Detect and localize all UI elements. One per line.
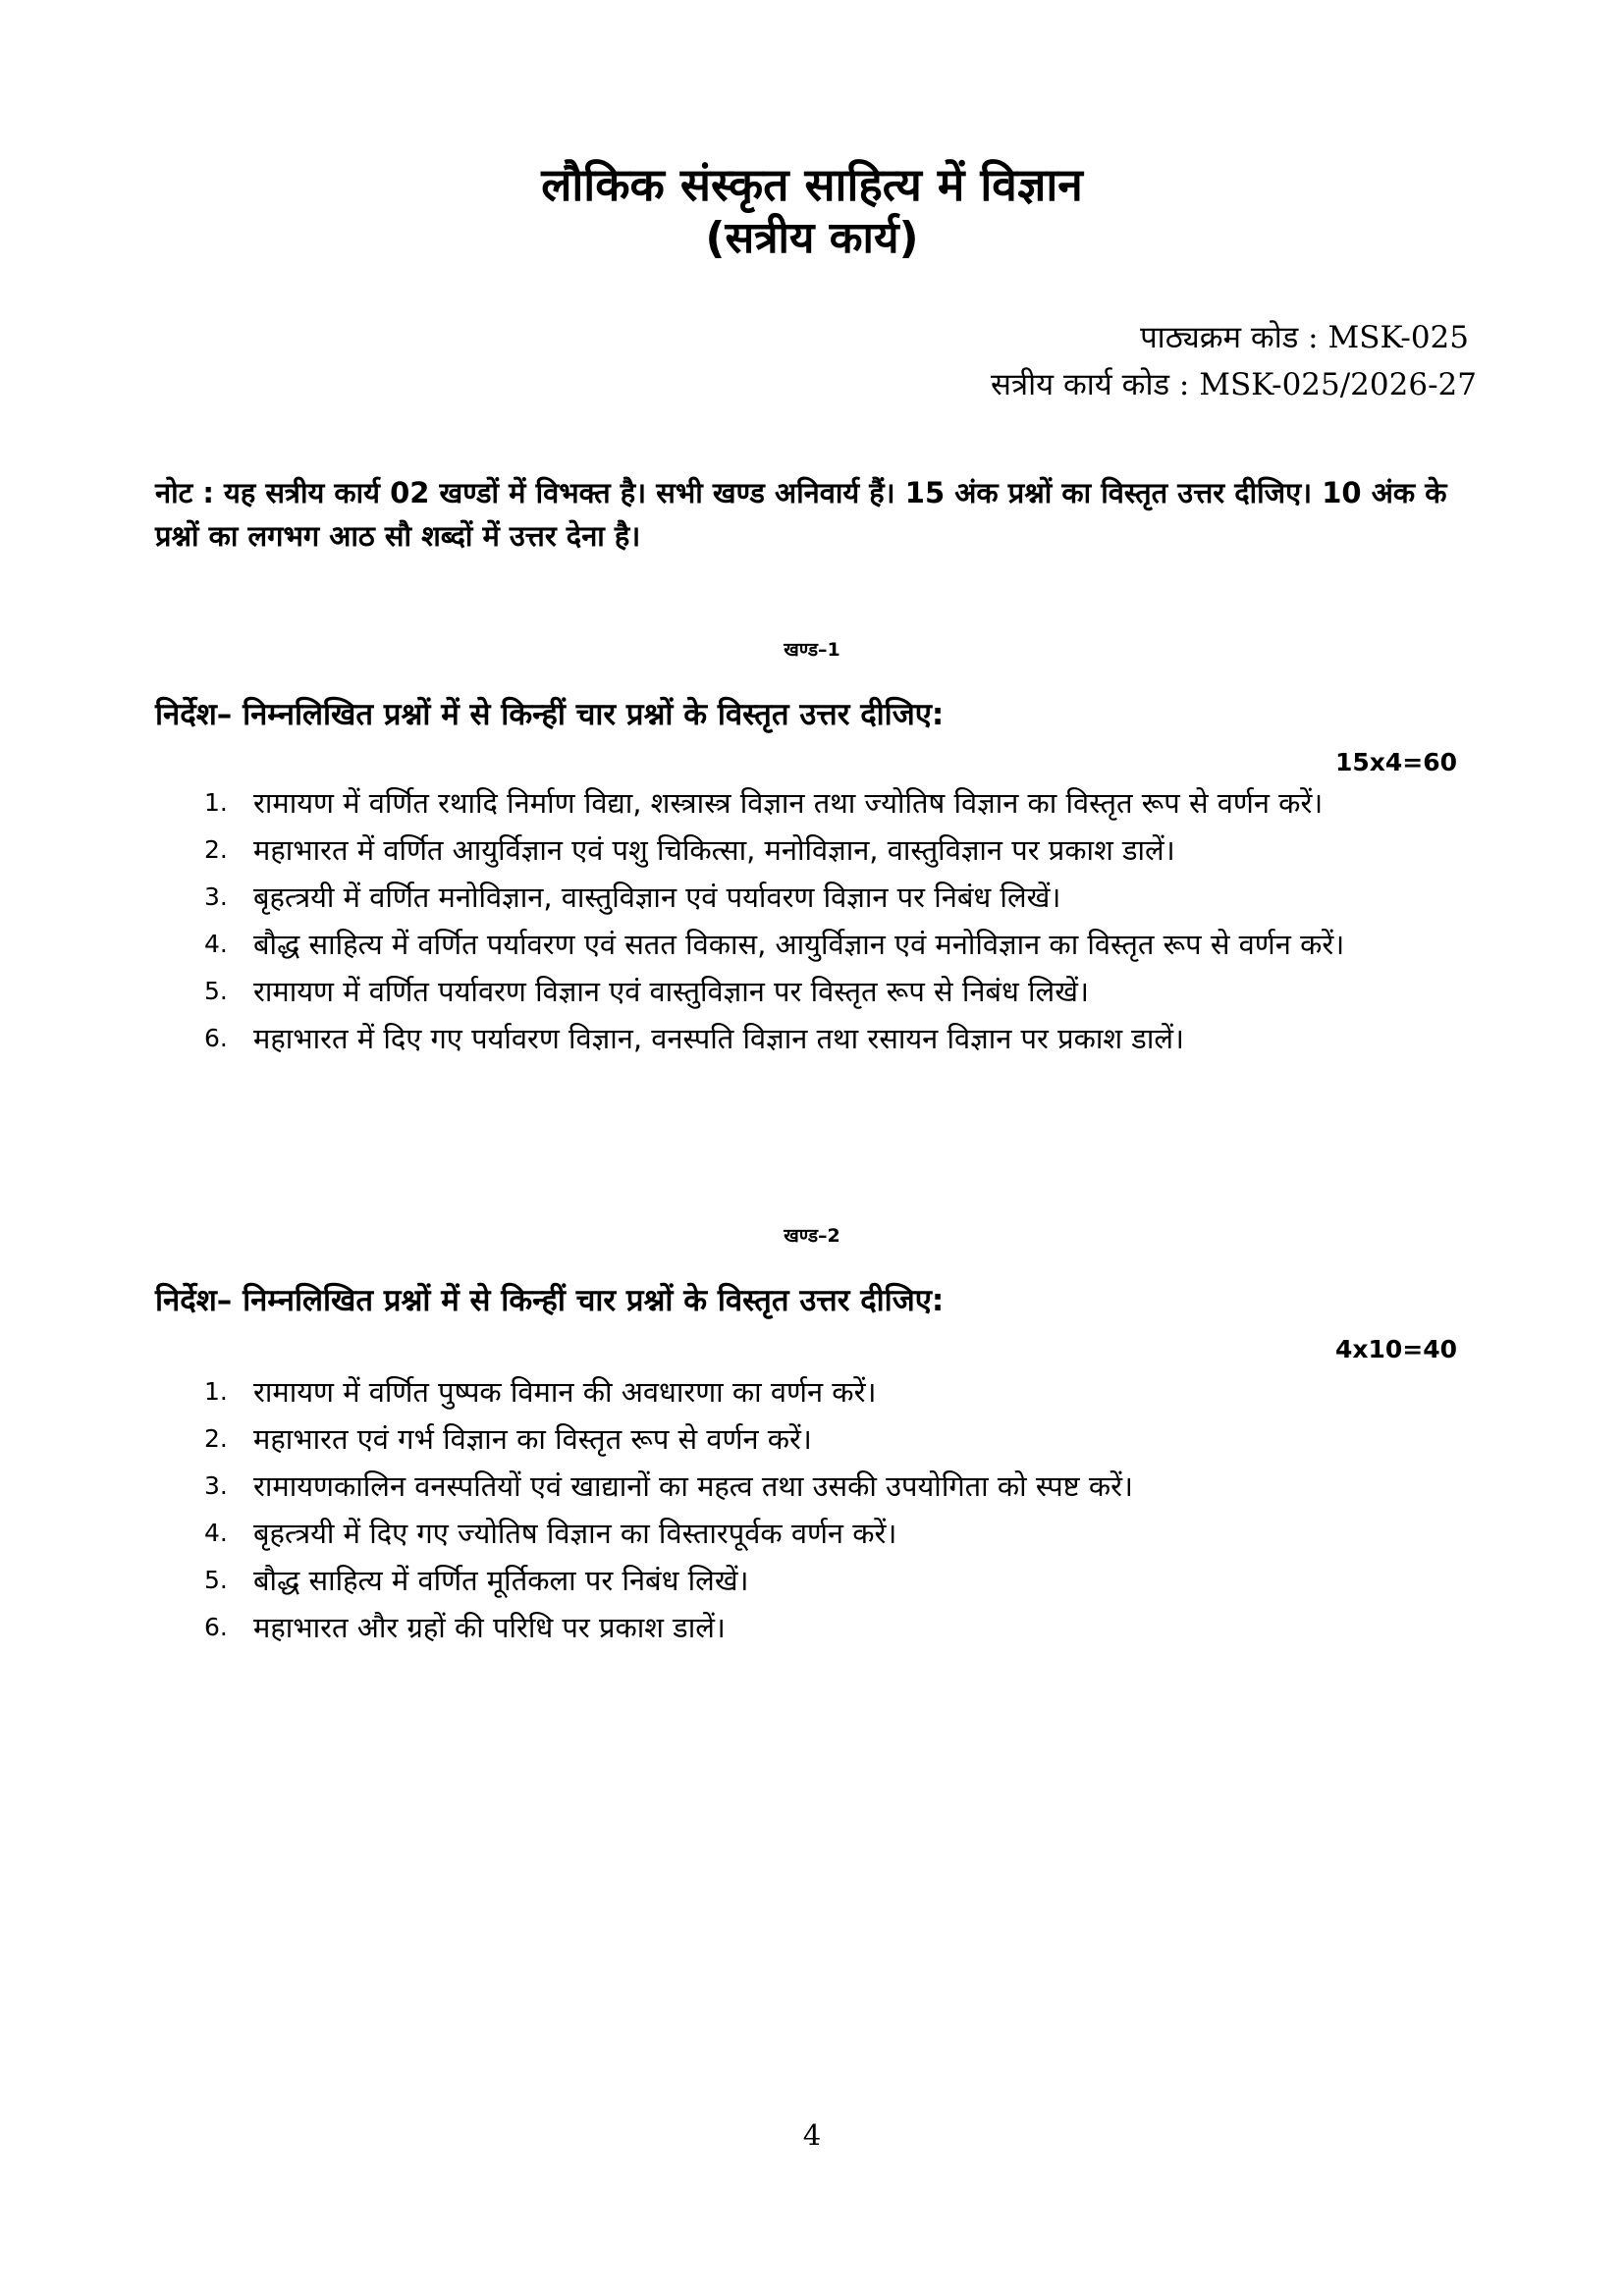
list-item [204,922,1490,967]
question-text: बौद्ध साहित्य में वर्णित पर्यावरण एवं सतत विकास, आयुर्विज्ञान एवं मनोविज्ञान का विस्तृत रूप से वर्णन करें। [253,928,1345,961]
question-text: रामायण में वर्णित पुष्पक विमान की अवधारणा का वर्णन करें। [253,1375,877,1409]
section-2-directive: निर्देश– निम्नलिखित प्रश्नों में से किन्हीं चार प्रश्नों के विस्तृत उत्तर दीजिए: [155,1283,945,1318]
question-number: 1. [204,1377,228,1406]
section-1-marks: 15x4=60 [1334,748,1457,776]
question-number: 2. [204,835,228,864]
section-2-question-list [204,1369,1490,1652]
list-item [204,1464,1490,1509]
section-2-heading: खण्ड–2 [784,1225,840,1247]
assignment-code: सत्रीय कार्य कोड : MSK-025/2026-27 [991,367,1477,402]
question-text: बौद्ध साहित्य में वर्णित मूर्तिकला पर निबंध लिखें। [253,1564,749,1597]
question-number: 5. [204,1566,228,1594]
list-item [204,828,1490,873]
list-item [204,1605,1490,1650]
question-text: रामायण में वर्णित पर्यावरण विज्ञान एवं वास्तुविज्ञान पर विस्तृत रूप से निबंध लिखें। [253,975,1089,1008]
question-number: 5. [204,977,228,1005]
list-item [204,780,1490,826]
question-number: 3. [204,882,228,911]
section-1-directive: निर्देश– निम्नलिखित प्रश्नों में से किन्हीं चार प्रश्नों के विस्तृत उत्तर दीजिए: [155,697,945,732]
question-number: 3. [204,1471,228,1500]
page-number: 4 [802,2118,822,2152]
list-item [204,969,1490,1014]
question-number: 1. [204,788,228,817]
question-text: महाभारत में दिए गए पर्यावरण विज्ञान, वनस्पति विज्ञान तथा रसायन विज्ञान पर प्रकाश डालें। [253,1022,1184,1055]
list-item [204,1558,1490,1603]
question-text: रामायण में वर्णित रथादि निर्माण विद्या, शस्त्रास्त्र विज्ञान तथा ज्योतिष विज्ञान का विस्तृत रूप से वर्णन करें। [253,786,1324,820]
question-text: महाभारत एवं गर्भ विज्ञान का विस्तृत रूप से वर्णन करें। [253,1422,812,1456]
question-text: महाभारत में वर्णित आयुर्विज्ञान एवं पशु चिकित्सा, मनोविज्ञान, वास्तुविज्ञान पर प्रकाश डालें। [253,833,1175,867]
list-item [204,1369,1490,1415]
list-item [204,1511,1490,1556]
code-block [991,314,1477,408]
list-item [204,1016,1490,1061]
question-text: रामायणकालिन वनस्पतियों एवं खाद्यानों का महत्व तथा उसकी उपयोगिता को स्पष्ट करें। [253,1469,1133,1503]
question-text: महाभारत और ग्रहों की परिधि पर प्रकाश डालें। [253,1611,726,1644]
list-item [204,875,1490,920]
question-text: बृहत्त्रयी में वर्णित मनोविज्ञान, वास्तुविज्ञान एवं पर्यावरण विज्ञान पर निबंध लिखें। [253,881,1061,914]
note-paragraph: नोट : यह सत्रीय कार्य 02 खण्डों में विभक्त है। सभी खण्ड अनिवार्य हैं। 15 अंक प्रश्नों का विस्तृत उत्तर दीजिए। 10 अंक के प्रश्नों का लगभग आठ सौ शब्दों में उत्तर देना है। [155,476,1447,553]
section-1-question-list [204,780,1490,1063]
question-text: बृहत्त्रयी में दिए गए ज्योतिष विज्ञान का विस्तारपूर्वक वर्णन करें। [253,1517,897,1550]
section-2-marks: 4x10=40 [1334,1335,1457,1363]
question-number: 2. [204,1424,228,1453]
question-number: 4. [204,930,228,958]
question-number: 6. [204,1613,228,1641]
list-item [204,1416,1490,1462]
document-subtitle: (सत्रीय कार्य) [705,213,919,263]
question-number: 6. [204,1024,228,1052]
question-number: 4. [204,1519,228,1547]
section-1-heading: खण्ड–1 [784,639,840,661]
course-code: पाठ्यक्रम कोड : MSK-025 [1140,320,1469,355]
document-title: लौकिक संस्कृत साहित्य में विज्ञान [541,158,1083,211]
